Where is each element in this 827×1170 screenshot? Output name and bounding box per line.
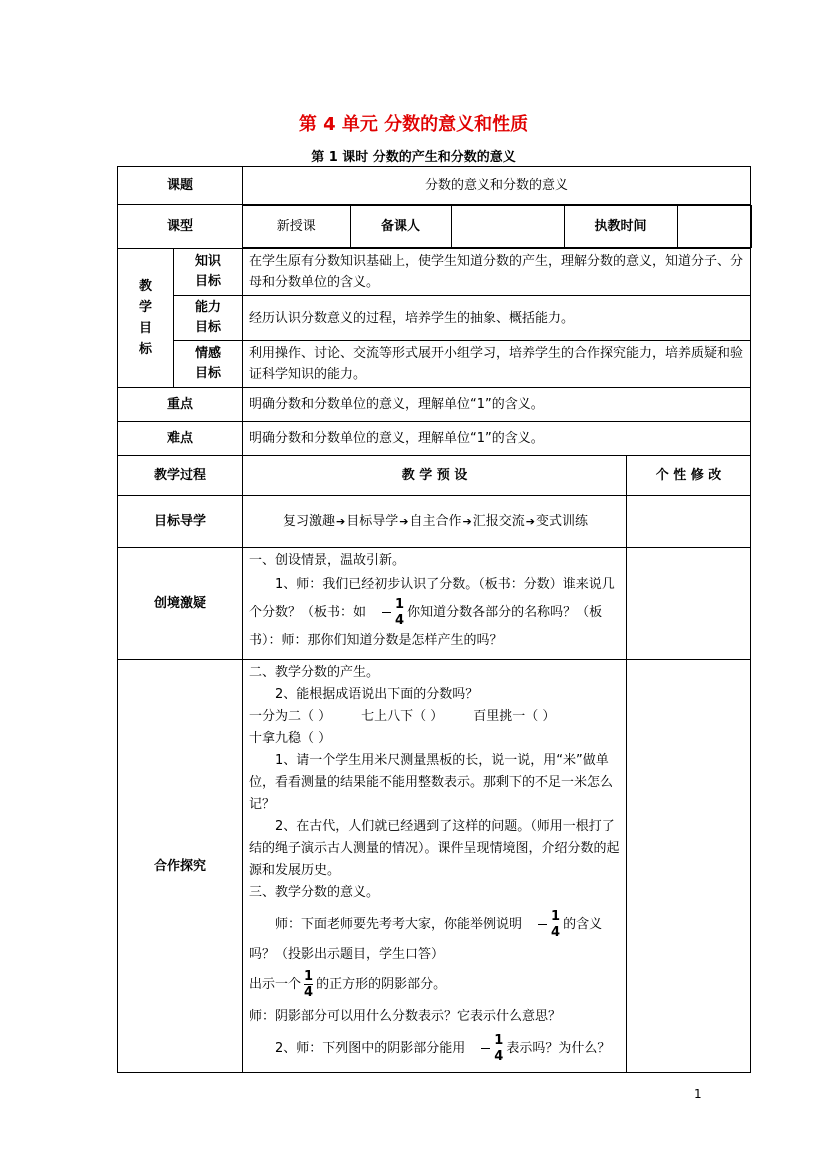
key-text: 明确分数和分数单位的意义，理解单位“1”的含义。 xyxy=(243,388,751,422)
arrow-right-icon: ➔ xyxy=(399,515,409,528)
coop-label: 合作探究 xyxy=(118,660,243,1073)
page-number: 1 xyxy=(694,1087,702,1101)
coop-line: 十拿九稳（ ） xyxy=(249,731,332,746)
coop-line: 师：下面老师要先考考大家，你能举例说明 $\frac{1}{4}$ 的含义吗？（投影出示题目，学生口答） xyxy=(249,909,603,962)
scene-revise xyxy=(627,548,751,660)
difficult-text: 明确分数和分数单位的意义，理解单位“1”的含义。 xyxy=(243,422,751,456)
ability-label: 能力 目标 xyxy=(174,296,243,341)
guide-steps xyxy=(243,496,627,548)
type-value: 新授课 xyxy=(243,206,350,248)
guide-step: 目标导学 xyxy=(346,514,399,529)
type-label: 课型 xyxy=(118,205,243,249)
row-emotion xyxy=(118,341,751,388)
knowledge-text: 在学生原有分数知识基础上，使学生知道分数的产生，理解分数的意义，知道分子、分母和分数单位的含义。 xyxy=(243,249,751,296)
topic-label: 课题 xyxy=(118,167,243,205)
row-guide xyxy=(118,496,751,548)
coop-line: 2、能根据成语说出下面的分数吗？ xyxy=(275,687,479,702)
coop-line: 师：阴影部分可以用什么分数表示？它表示什么意思？ xyxy=(249,1009,562,1024)
fraction-one-quarter: $\frac{1}{4}$ xyxy=(525,910,560,939)
fraction-one-quarter: $\frac{1}{4}$ xyxy=(304,969,314,1000)
emotion-label: 情感 目标 xyxy=(174,341,243,388)
arrow-right-icon: ➔ xyxy=(336,515,346,528)
coop-content xyxy=(243,660,627,1073)
coop-line: 二、教学分数的产生。 xyxy=(249,665,380,680)
process-label: 教学过程 xyxy=(118,456,243,496)
fraction-one-quarter: $\frac{1}{4}$ xyxy=(468,1034,503,1063)
time-value xyxy=(677,206,751,248)
arrow-right-icon: ➔ xyxy=(525,515,535,528)
coop-line: 1、请一个学生用米尺测量黑板的长，说一说，用“米”做单位，看看测量的结果能不能用整数表示。那剩下的不足一米怎么记？ xyxy=(249,753,614,812)
guide-step: 变式训练 xyxy=(535,514,588,529)
coop-line: 2、在古代，人们就已经遇到了这样的问题。（师用一根打了结的绳子演示古人测量的情况）。课件呈现情境图，介绍分数的起源和发展历史。 xyxy=(249,819,620,878)
revise-label: 个 性 修 改 xyxy=(627,456,751,496)
coop-idioms: 一分为二（ ） 七上八下（ ） 百里挑一（ ） xyxy=(249,709,556,724)
scene-label: 创境激疑 xyxy=(118,548,243,660)
arrow-right-icon: ➔ xyxy=(462,515,472,528)
lesson-plan-table xyxy=(117,166,751,1073)
coop-revise xyxy=(627,660,751,1073)
guide-step: 汇报交流 xyxy=(472,514,525,529)
row-ability xyxy=(118,296,751,341)
row-cooperation xyxy=(118,660,751,1073)
coop-line: 三、教学分数的意义。 xyxy=(249,885,380,900)
ability-text: 经历认识分数意义的过程，培养学生的抽象、概括能力。 xyxy=(243,296,751,341)
coop-line: 出示一个 $\frac{1}{4}$ 的正方形的阴影部分。 xyxy=(249,969,447,1000)
knowledge-label: 知识 目标 xyxy=(174,249,243,296)
row-difficult xyxy=(118,422,751,456)
preset-label: 教 学 预 设 xyxy=(243,456,627,496)
scene-line: 1、师：我们已经初步认识了分数。（板书：分数）谁来说几个分数？（板书：如 $\frac{1}{4}$ 你知道分数各部分的名称吗？（板书）：师：那你们知道分数是怎样产生的吗？ xyxy=(249,577,615,648)
row-knowledge xyxy=(118,249,751,296)
coop-line: 2、师：下列图中的阴影部分能用 $\frac{1}{4}$ 表示吗？为什么？ xyxy=(275,1033,611,1064)
emotion-text: 利用操作、讨论、交流等形式展开小组学习，培养学生的合作探究能力，培养质疑和验证科学知识的能力。 xyxy=(243,341,751,388)
preparer-label: 备课人 xyxy=(350,206,451,248)
scene-line: 一、创设情景，温故引新。 xyxy=(249,553,406,568)
guide-step: 复习激趣 xyxy=(283,514,336,529)
row-type xyxy=(118,205,751,249)
time-label: 执教时间 xyxy=(564,206,677,248)
document-title: 第 4 单元 分数的意义和性质 xyxy=(298,114,529,135)
topic-value: 分数的意义和分数的意义 xyxy=(243,167,751,205)
preparer-value xyxy=(451,206,564,248)
row-scene xyxy=(118,548,751,660)
row-key xyxy=(118,388,751,422)
guide-label: 目标导学 xyxy=(118,496,243,548)
objectives-label: 教 学 目 标 xyxy=(118,249,174,388)
row-process-header xyxy=(118,456,751,496)
guide-step: 自主合作 xyxy=(409,514,462,529)
difficult-label: 难点 xyxy=(118,422,243,456)
type-row-cells xyxy=(243,205,751,249)
lesson-subtitle: 第 1 课时 分数的产生和分数的意义 xyxy=(311,150,516,165)
scene-content xyxy=(243,548,627,660)
row-topic xyxy=(118,167,751,205)
fraction-one-quarter: $\frac{1}{4}$ xyxy=(369,598,404,627)
guide-revise xyxy=(627,496,751,548)
key-label: 重点 xyxy=(118,388,243,422)
